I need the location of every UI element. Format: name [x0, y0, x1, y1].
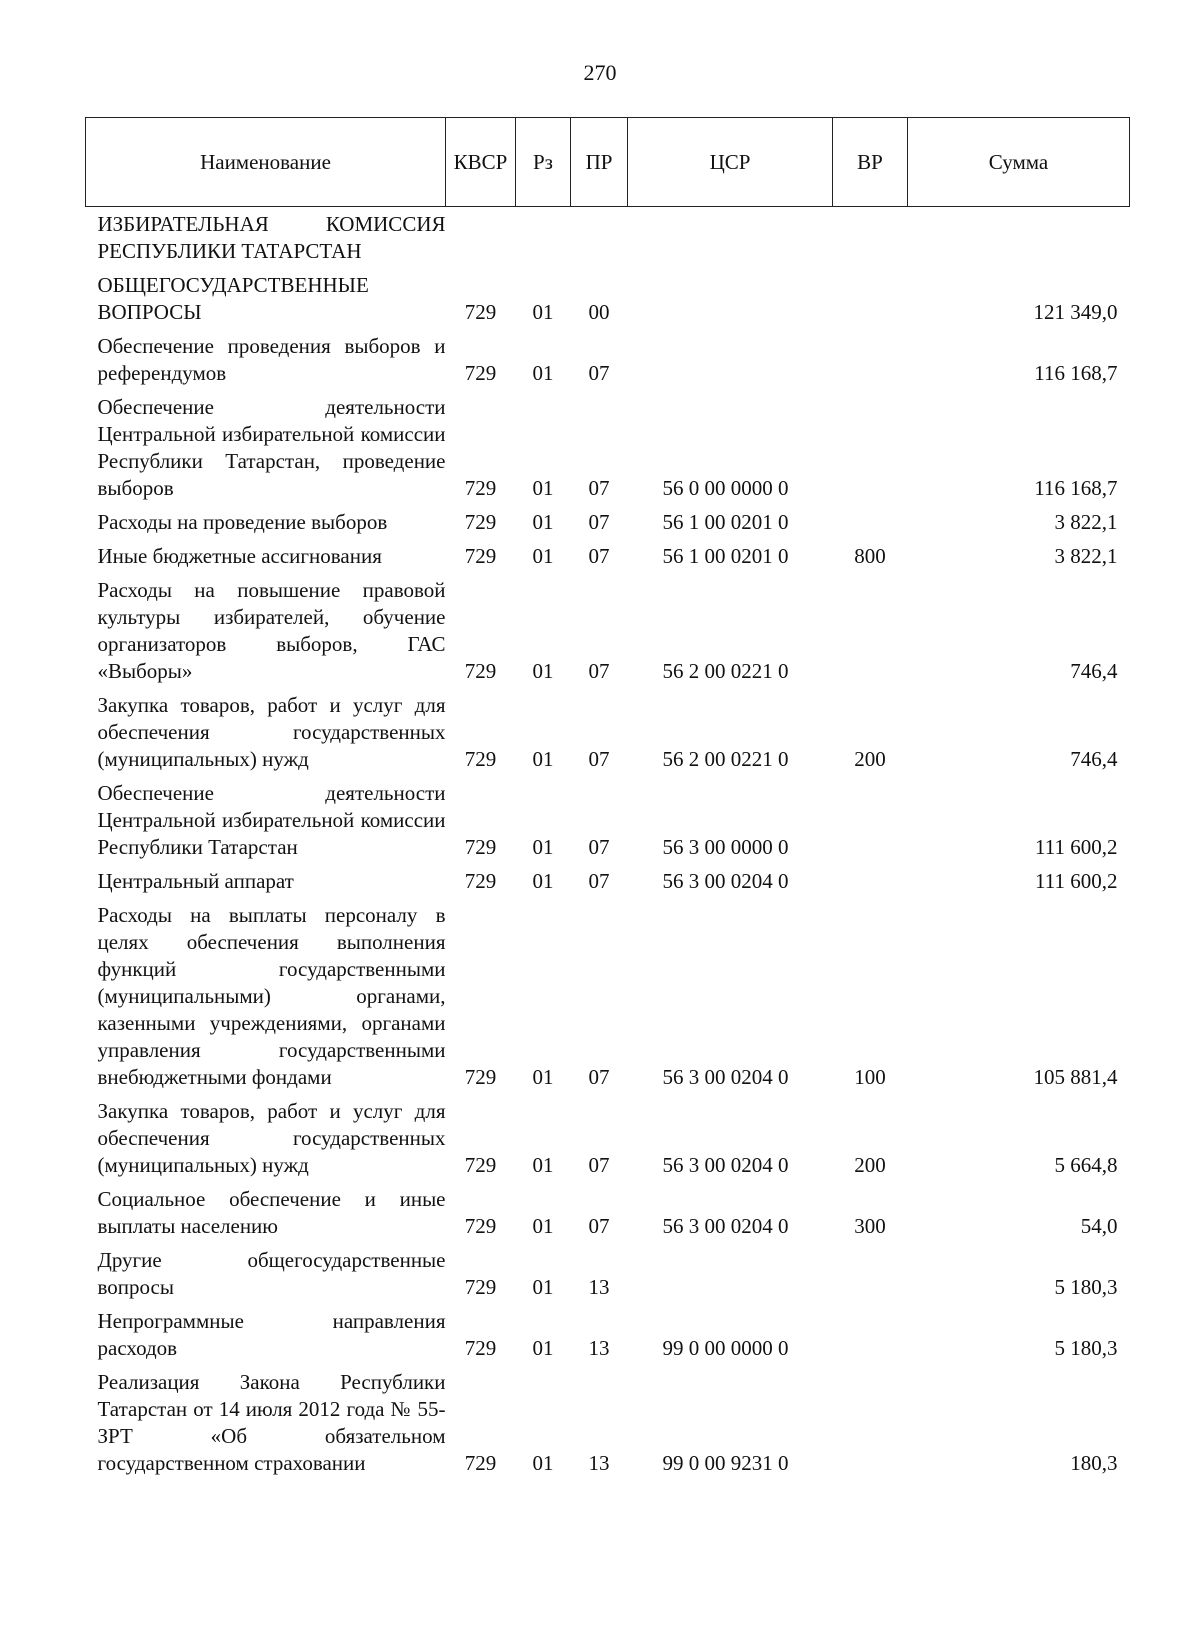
- table-row: [86, 1094, 1130, 1182]
- row-vr: 800: [854, 544, 886, 568]
- row-rz: 01: [532, 544, 554, 568]
- row-csr: [628, 207, 833, 269]
- row-vr: [833, 573, 908, 688]
- row-name: Обеспечение деятельности Центральной избирательной комиссии Республики Татарстан: [97, 781, 446, 859]
- row-sum: 746,4: [1070, 747, 1118, 771]
- header-pr: ПР: [571, 118, 628, 207]
- row-pr: 00: [588, 300, 610, 324]
- table-row: [86, 1182, 1130, 1243]
- row-sum: [908, 207, 1130, 269]
- row-rz: 01: [532, 835, 554, 859]
- row-vr: 200: [854, 747, 886, 771]
- row-pr: 07: [588, 659, 610, 683]
- row-sum: 3 822,1: [1054, 544, 1118, 568]
- row-kvsr: [446, 207, 516, 269]
- row-kvsr: 729: [464, 1153, 497, 1177]
- row-kvsr: 729: [464, 1275, 497, 1299]
- row-sum: 116 168,7: [1034, 361, 1118, 385]
- row-csr: 56 2 00 0221 0: [662, 659, 789, 683]
- row-rz: 01: [532, 1451, 554, 1475]
- row-name: ОБЩЕГОСУДАРСТВЕННЫЕ ВОПРОСЫ: [97, 273, 369, 324]
- row-csr: 56 1 00 0201 0: [662, 544, 789, 568]
- table-row: [86, 505, 1130, 539]
- row-vr: [833, 1243, 908, 1304]
- row-name: Центральный аппарат: [97, 869, 294, 893]
- row-pr: 13: [588, 1336, 610, 1360]
- table-row: [86, 573, 1130, 688]
- row-sum: 54,0: [1080, 1214, 1118, 1238]
- row-kvsr: 729: [464, 869, 497, 893]
- row-name: Социальное обеспечение и иные выплаты населению: [97, 1187, 446, 1238]
- row-kvsr: 729: [464, 1065, 497, 1089]
- row-rz: 01: [532, 510, 554, 534]
- table-row: [86, 329, 1130, 390]
- row-csr: 56 3 00 0000 0: [662, 835, 789, 859]
- row-kvsr: 729: [464, 747, 497, 771]
- header-kvsr: КВСР: [446, 118, 516, 207]
- row-name: Непрограммные направления расходов: [97, 1309, 446, 1360]
- row-csr: [628, 268, 833, 329]
- row-csr: [628, 329, 833, 390]
- row-pr: 07: [588, 476, 610, 500]
- row-sum: 105 881,4: [1033, 1065, 1118, 1089]
- row-rz: 01: [532, 1153, 554, 1177]
- table-row: [86, 776, 1130, 864]
- row-rz: 01: [532, 1336, 554, 1360]
- row-pr: 07: [588, 747, 610, 771]
- header-sum: Сумма: [908, 118, 1130, 207]
- row-vr: 300: [854, 1214, 886, 1238]
- row-sum: 5 180,3: [1054, 1275, 1118, 1299]
- row-kvsr: 729: [464, 1214, 497, 1238]
- header-csr: ЦСР: [628, 118, 833, 207]
- row-vr: [833, 329, 908, 390]
- row-csr: [628, 1243, 833, 1304]
- table-body: [86, 207, 1130, 1481]
- row-csr: 56 3 00 0204 0: [662, 1214, 789, 1238]
- table-row: [86, 898, 1130, 1094]
- row-vr: [833, 1365, 908, 1480]
- row-pr: 07: [588, 544, 610, 568]
- row-csr: 56 3 00 0204 0: [662, 1153, 789, 1177]
- table-row: [86, 1304, 1130, 1365]
- row-vr: [833, 207, 908, 269]
- row-vr: [833, 505, 908, 539]
- row-name: Закупка товаров, работ и услуг для обеспечения государственных (муниципальных) нужд: [97, 693, 446, 771]
- row-rz: 01: [532, 476, 554, 500]
- row-kvsr: 729: [464, 835, 497, 859]
- row-sum: 111 600,2: [1035, 869, 1118, 893]
- row-kvsr: 729: [464, 300, 497, 324]
- row-sum: 180,3: [1070, 1451, 1118, 1475]
- row-pr: 07: [588, 510, 610, 534]
- row-vr: 200: [854, 1153, 886, 1177]
- row-pr: 07: [588, 361, 610, 385]
- row-name: Обеспечение деятельности Центральной избирательной комиссии Республики Татарстан, проведение выборов: [97, 395, 446, 500]
- row-vr: 100: [854, 1065, 886, 1089]
- table-row: [86, 688, 1130, 776]
- row-name: Иные бюджетные ассигнования: [97, 544, 382, 568]
- row-sum: 3 822,1: [1054, 510, 1118, 534]
- row-pr: [571, 207, 628, 269]
- row-rz: [516, 207, 571, 269]
- table-header-row: [86, 118, 1130, 207]
- row-sum: 111 600,2: [1035, 835, 1118, 859]
- row-rz: 01: [532, 659, 554, 683]
- row-csr: 56 1 00 0201 0: [662, 510, 789, 534]
- row-kvsr: 729: [464, 1451, 497, 1475]
- row-rz: 01: [532, 1065, 554, 1089]
- row-csr: 56 2 00 0221 0: [662, 747, 789, 771]
- table-row: [86, 539, 1130, 573]
- header-vr: ВР: [833, 118, 908, 207]
- row-rz: 01: [532, 1275, 554, 1299]
- table-row: [86, 268, 1130, 329]
- table-row: [86, 1243, 1130, 1304]
- row-name: Закупка товаров, работ и услуг для обеспечения государственных (муниципальных) нужд: [97, 1099, 446, 1177]
- row-name: ИЗБИРАТЕЛЬНАЯ КОМИССИЯ РЕСПУБЛИКИ ТАТАРСТАН: [97, 212, 446, 263]
- row-sum: 116 168,7: [1034, 476, 1118, 500]
- table-row: [86, 390, 1130, 505]
- row-pr: 07: [588, 1065, 610, 1089]
- table-row: [86, 1365, 1130, 1480]
- row-name: Реализация Закона Республики Татарстан от 14 июля 2012 года № 55-ЗРТ «Об обязательном государственном страховании: [97, 1370, 446, 1475]
- row-vr: [833, 776, 908, 864]
- table-row: [86, 864, 1130, 898]
- row-pr: 07: [588, 1153, 610, 1177]
- row-name: Расходы на выплаты персоналу в целях обеспечения выполнения функций государственными (муниципальными) органами, казенными учреждениями, органами управления государственными внебюджетными фондами: [97, 903, 446, 1089]
- row-rz: 01: [532, 361, 554, 385]
- row-pr: 13: [588, 1451, 610, 1475]
- row-pr: 13: [588, 1275, 610, 1299]
- row-rz: 01: [532, 1214, 554, 1238]
- row-kvsr: 729: [464, 361, 497, 385]
- header-rz: Рз: [516, 118, 571, 207]
- row-sum: 5 180,3: [1054, 1336, 1118, 1360]
- row-kvsr: 729: [464, 510, 497, 534]
- row-pr: 07: [588, 1214, 610, 1238]
- row-csr: 99 0 00 0000 0: [662, 1336, 789, 1360]
- row-kvsr: 729: [464, 659, 497, 683]
- row-pr: 07: [588, 869, 610, 893]
- row-kvsr: 729: [464, 1336, 497, 1360]
- row-name: Другие общегосударственные вопросы: [97, 1248, 446, 1299]
- page-number: 270: [583, 60, 617, 85]
- row-pr: 07: [588, 835, 610, 859]
- row-csr: 56 0 00 0000 0: [662, 476, 789, 500]
- row-vr: [833, 268, 908, 329]
- row-csr: 56 3 00 0204 0: [662, 869, 789, 893]
- row-sum: 121 349,0: [1033, 300, 1118, 324]
- row-sum: 746,4: [1070, 659, 1118, 683]
- row-rz: 01: [532, 869, 554, 893]
- row-name: Обеспечение проведения выборов и референдумов: [97, 334, 446, 385]
- header-name: Наименование: [86, 118, 446, 207]
- row-name: Расходы на проведение выборов: [97, 510, 388, 534]
- row-rz: 01: [532, 300, 554, 324]
- row-vr: [833, 1304, 908, 1365]
- row-csr: 99 0 00 9231 0: [662, 1451, 789, 1475]
- row-kvsr: 729: [464, 544, 497, 568]
- row-csr: 56 3 00 0204 0: [662, 1065, 789, 1089]
- row-rz: 01: [532, 747, 554, 771]
- row-name: Расходы на повышение правовой культуры избирателей, обучение организаторов выборов, ГАС «Выборы»: [97, 578, 446, 683]
- row-kvsr: 729: [464, 476, 497, 500]
- row-sum: 5 664,8: [1054, 1153, 1118, 1177]
- row-vr: [833, 390, 908, 505]
- row-vr: [833, 864, 908, 898]
- table-row: [86, 207, 1130, 269]
- budget-table: [85, 117, 1130, 1480]
